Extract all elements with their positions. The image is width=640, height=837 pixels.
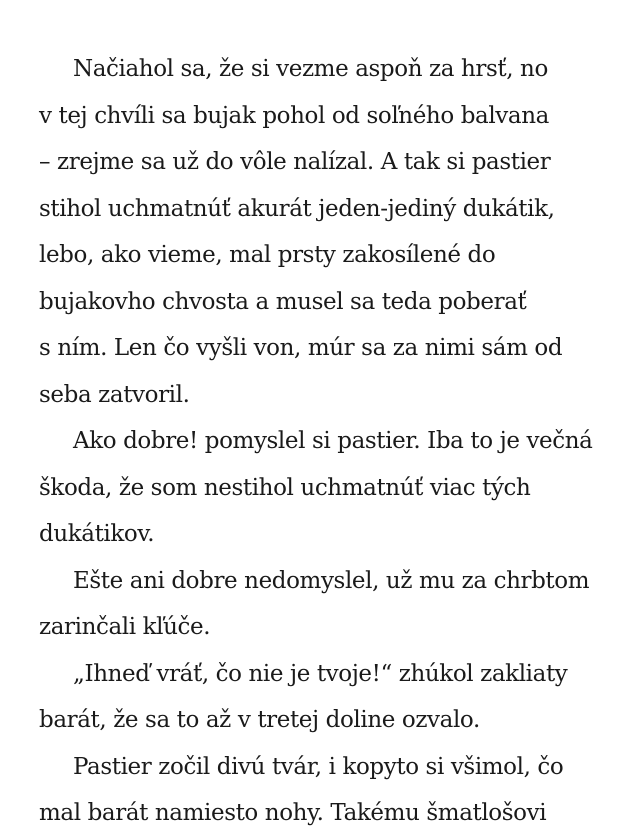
text-line-15: barát, že sa to až v tretej doline ozvalo. bbox=[39, 707, 480, 733]
book-page-text bbox=[39, 46, 614, 837]
text-line-5: lebo, ako vieme, mal prsty zakosílené do bbox=[39, 242, 496, 268]
text-line-11: dukátikov. bbox=[39, 521, 155, 547]
text-line-9: Ako dobre! pomyslel si pastier. Iba to je večná bbox=[73, 428, 593, 454]
text-line-8: seba zatvoril. bbox=[39, 381, 190, 408]
text-line-16: Pastier zočil divú tvár, i kopyto si všimol, čo bbox=[73, 753, 564, 780]
text-line-17: mal barát namiesto nohy. Takému šmatlošovi bbox=[39, 800, 547, 826]
text-line-13: zarinčali kľúče. bbox=[39, 614, 211, 640]
text-line-12: Ešte ani dobre nedomyslel, už mu za chrbtom bbox=[73, 567, 590, 594]
text-line-1: Načiahol sa, že si vezme aspoň za hrsť, no bbox=[73, 56, 548, 82]
text-line-6: bujakovho chvosta a musel sa teda poberať bbox=[39, 288, 527, 315]
text-line-14: „Ihneď vráť, čo nie je tvoje!“ zhúkol zakliaty bbox=[73, 660, 568, 687]
text-line-10: škoda, že som nestihol uchmatnúť viac tých bbox=[39, 474, 531, 501]
text-line-4: stihol uchmatnúť akurát jeden-jediný dukátik, bbox=[39, 195, 555, 222]
text-line-7: s ním. Len čo vyšli von, múr sa za nimi sám od bbox=[39, 335, 563, 361]
text-line-2: v tej chvíli sa bujak pohol od soľného balvana bbox=[39, 102, 549, 129]
text-line-3: – zrejme sa už do vôle nalízal. A tak si pastier bbox=[39, 149, 551, 175]
